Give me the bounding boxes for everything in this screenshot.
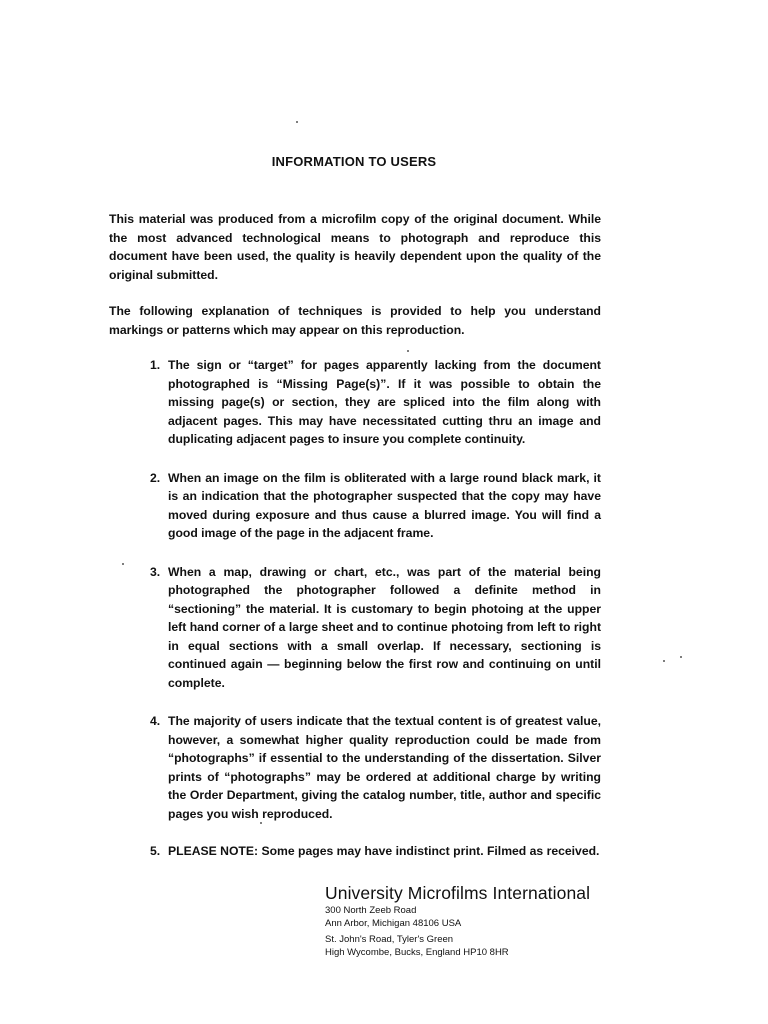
list-item (150, 842, 601, 861)
list-item (150, 563, 601, 693)
page-title: INFORMATION TO USERS (271, 154, 437, 169)
scan-speck (296, 121, 298, 123)
publisher-name: University Microfilms International (325, 883, 591, 903)
address-line: Ann Arbor, Michigan 48106 USA (325, 918, 462, 929)
list-item-text: When an image on the film is obliterated with a large round black mark, it is an indication that the photographer suspected that the copy may have moved during exposure and thus cause a blurred image. You will find a good image of the page in the adjacent frame. (168, 470, 601, 540)
list-item (150, 356, 601, 449)
list-item-text: The sign or “target” for pages apparently lacking from the document photographed is “Missing Page(s)”. If it was possible to obtain the missing page(s) or section, they are spliced into the film along with adjacent pages. This may have necessitated cutting thru an image and duplicating adjacent pages to insure you complete continuity. (168, 358, 601, 446)
address-line: 300 North Zeeb Road (325, 905, 417, 916)
list-item (150, 469, 601, 543)
list-item-number: 1. (150, 358, 161, 372)
scan-speck (122, 563, 124, 565)
techniques-list (150, 356, 601, 861)
explanation-paragraph: The following explanation of techniques is provided to help you understand markings or patterns which may appear on this reproduction. (109, 304, 601, 337)
scan-speck (663, 660, 665, 662)
list-item-number: 3. (150, 564, 161, 579)
list-item-number: 5. (150, 844, 161, 858)
list-item-text: When a map, drawing or chart, etc., was part of the material being photographed the photographer followed a definite method in “sectioning” the material. It is customary to begin photoing at the upper left hand corner of a large sheet and to continue photoing from left to right in equal sections with a small overlap. If necessary, sectioning is continued again — beginning below the first row and continuing on until complete. (168, 564, 601, 690)
intro-paragraph: This material was produced from a microfilm copy of the original document. While the most advanced technological means to photograph and reproduce this document have been used, the quality is heavily dependent upon the quality of the original submitted. (109, 212, 601, 282)
scan-speck (407, 350, 409, 352)
address-line: High Wycombe, Bucks, England HP10 8HR (325, 947, 509, 958)
list-item-number: 4. (150, 714, 161, 728)
list-item-text: The majority of users indicate that the textual content is of greatest value, however, a somewhat higher quality reproduction could be made from “photographs” if essential to the understanding of the dissertation. Silver prints of “photographs” may be ordered at additional charge by writing the Order Department, giving the catalog number, title, author and specific pages you wish reproduced. (168, 714, 601, 821)
address-line: St. John's Road, Tyler's Green (325, 934, 454, 945)
list-item (150, 712, 601, 823)
publisher-block (325, 882, 725, 959)
scan-speck (680, 656, 682, 658)
list-item-text: PLEASE NOTE: Some pages may have indistinct print. Filmed as received. (168, 844, 600, 858)
list-item-number: 2. (150, 470, 161, 485)
scan-speck (260, 822, 262, 824)
